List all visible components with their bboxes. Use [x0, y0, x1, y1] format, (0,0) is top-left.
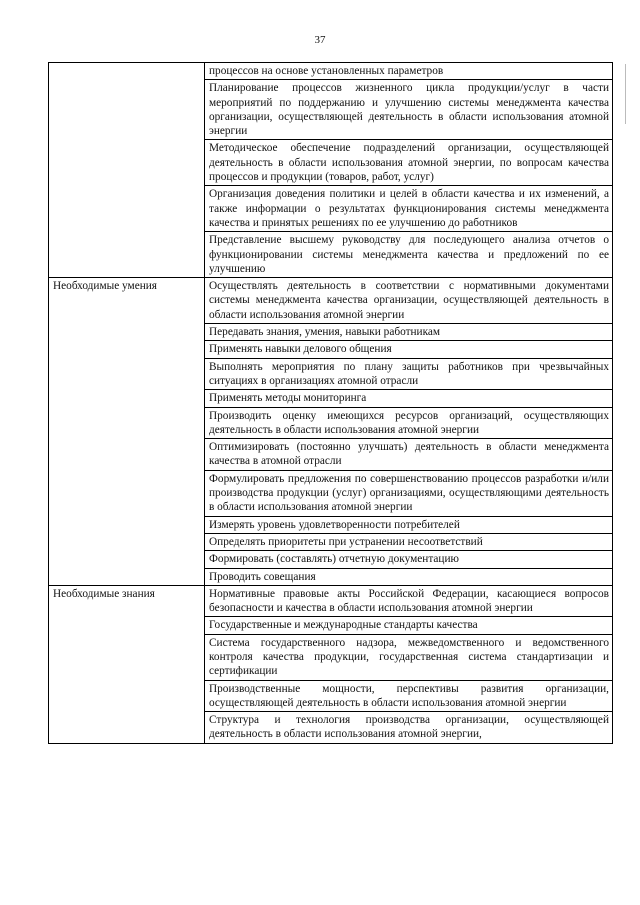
scan-artifact: [625, 64, 626, 124]
description-cell: Методическое обеспечение подразделений организации, осуществляющей деятельность в области использования атомной энергии, по вопросам качества процессов и продукции (товаров, работ, услуг): [205, 140, 613, 186]
category-cell: Необходимые знания: [49, 585, 205, 743]
category-cell: Необходимые умения: [49, 278, 205, 586]
description-cell: Структура и технология производства организации, осуществляющей деятельность в области использования атомной энергии,: [205, 712, 613, 744]
description-cell: Планирование процессов жизненного цикла продукции/услуг в части мероприятий по поддержанию и улучшению системы менеджмента качества организации, осуществляющей деятельность в области использования атомной энергии: [205, 80, 613, 140]
description-cell: Оптимизировать (постоянно улучшать) деятельность в области менеджмента качества в атомной отрасли: [205, 439, 613, 471]
description-cell: Система государственного надзора, межведомственного и ведомственного контроля качества продукции, государственная система стандартизации и сертификации: [205, 634, 613, 680]
description-cell: процессов на основе установленных параметров: [205, 63, 613, 80]
description-cell: Определять приоритеты при устранении несоответствий: [205, 533, 613, 550]
description-cell: Формировать (составлять) отчетную документацию: [205, 551, 613, 568]
table-row: [49, 278, 613, 324]
description-cell: Производственные мощности, перспективы развития организации, осуществляющей деятельность в области использования атомной энергии: [205, 680, 613, 712]
description-cell: Нормативные правовые акты Российской Федерации, касающиеся вопросов безопасности и качества в области использования атомной энергии: [205, 585, 613, 617]
description-cell: Применять навыки делового общения: [205, 341, 613, 358]
description-cell: Осуществлять деятельность в соответствии с нормативными документами системы менеджмента качества организации, осуществляющей деятельность в области использования атомной энергии: [205, 278, 613, 324]
description-cell: Выполнять мероприятия по плану защиты работников при чрезвычайных ситуациях в организациях атомной отрасли: [205, 358, 613, 390]
category-cell: [49, 63, 205, 278]
description-cell: Формулировать предложения по совершенствованию процессов разработки и/или производства продукции (услуг) организациями, осуществляющими деятельность в области использования атомной энергии: [205, 470, 613, 516]
description-cell: Представление высшему руководству для последующего анализа отчетов о функционировании системы менеджмента качества и предложений по ее улучшению: [205, 232, 613, 278]
table-row: [49, 585, 613, 617]
table-row: [49, 63, 613, 80]
competency-table: [48, 62, 613, 744]
description-cell: Измерять уровень удовлетворенности потребителей: [205, 516, 613, 533]
description-cell: Передавать знания, умения, навыки работникам: [205, 324, 613, 341]
description-cell: Государственные и международные стандарты качества: [205, 617, 613, 634]
page-number: 37: [314, 34, 326, 46]
description-cell: Организация доведения политики и целей в области качества и их изменений, а также информации о результатах функционирования системы менеджмента качества и принятых решениях по ее улучшению до работников: [205, 186, 613, 232]
description-cell: Производить оценку имеющихся ресурсов организаций, осуществляющих деятельность в области использования атомной энергии: [205, 407, 613, 439]
description-cell: Применять методы мониторинга: [205, 390, 613, 407]
description-cell: Проводить совещания: [205, 568, 613, 585]
